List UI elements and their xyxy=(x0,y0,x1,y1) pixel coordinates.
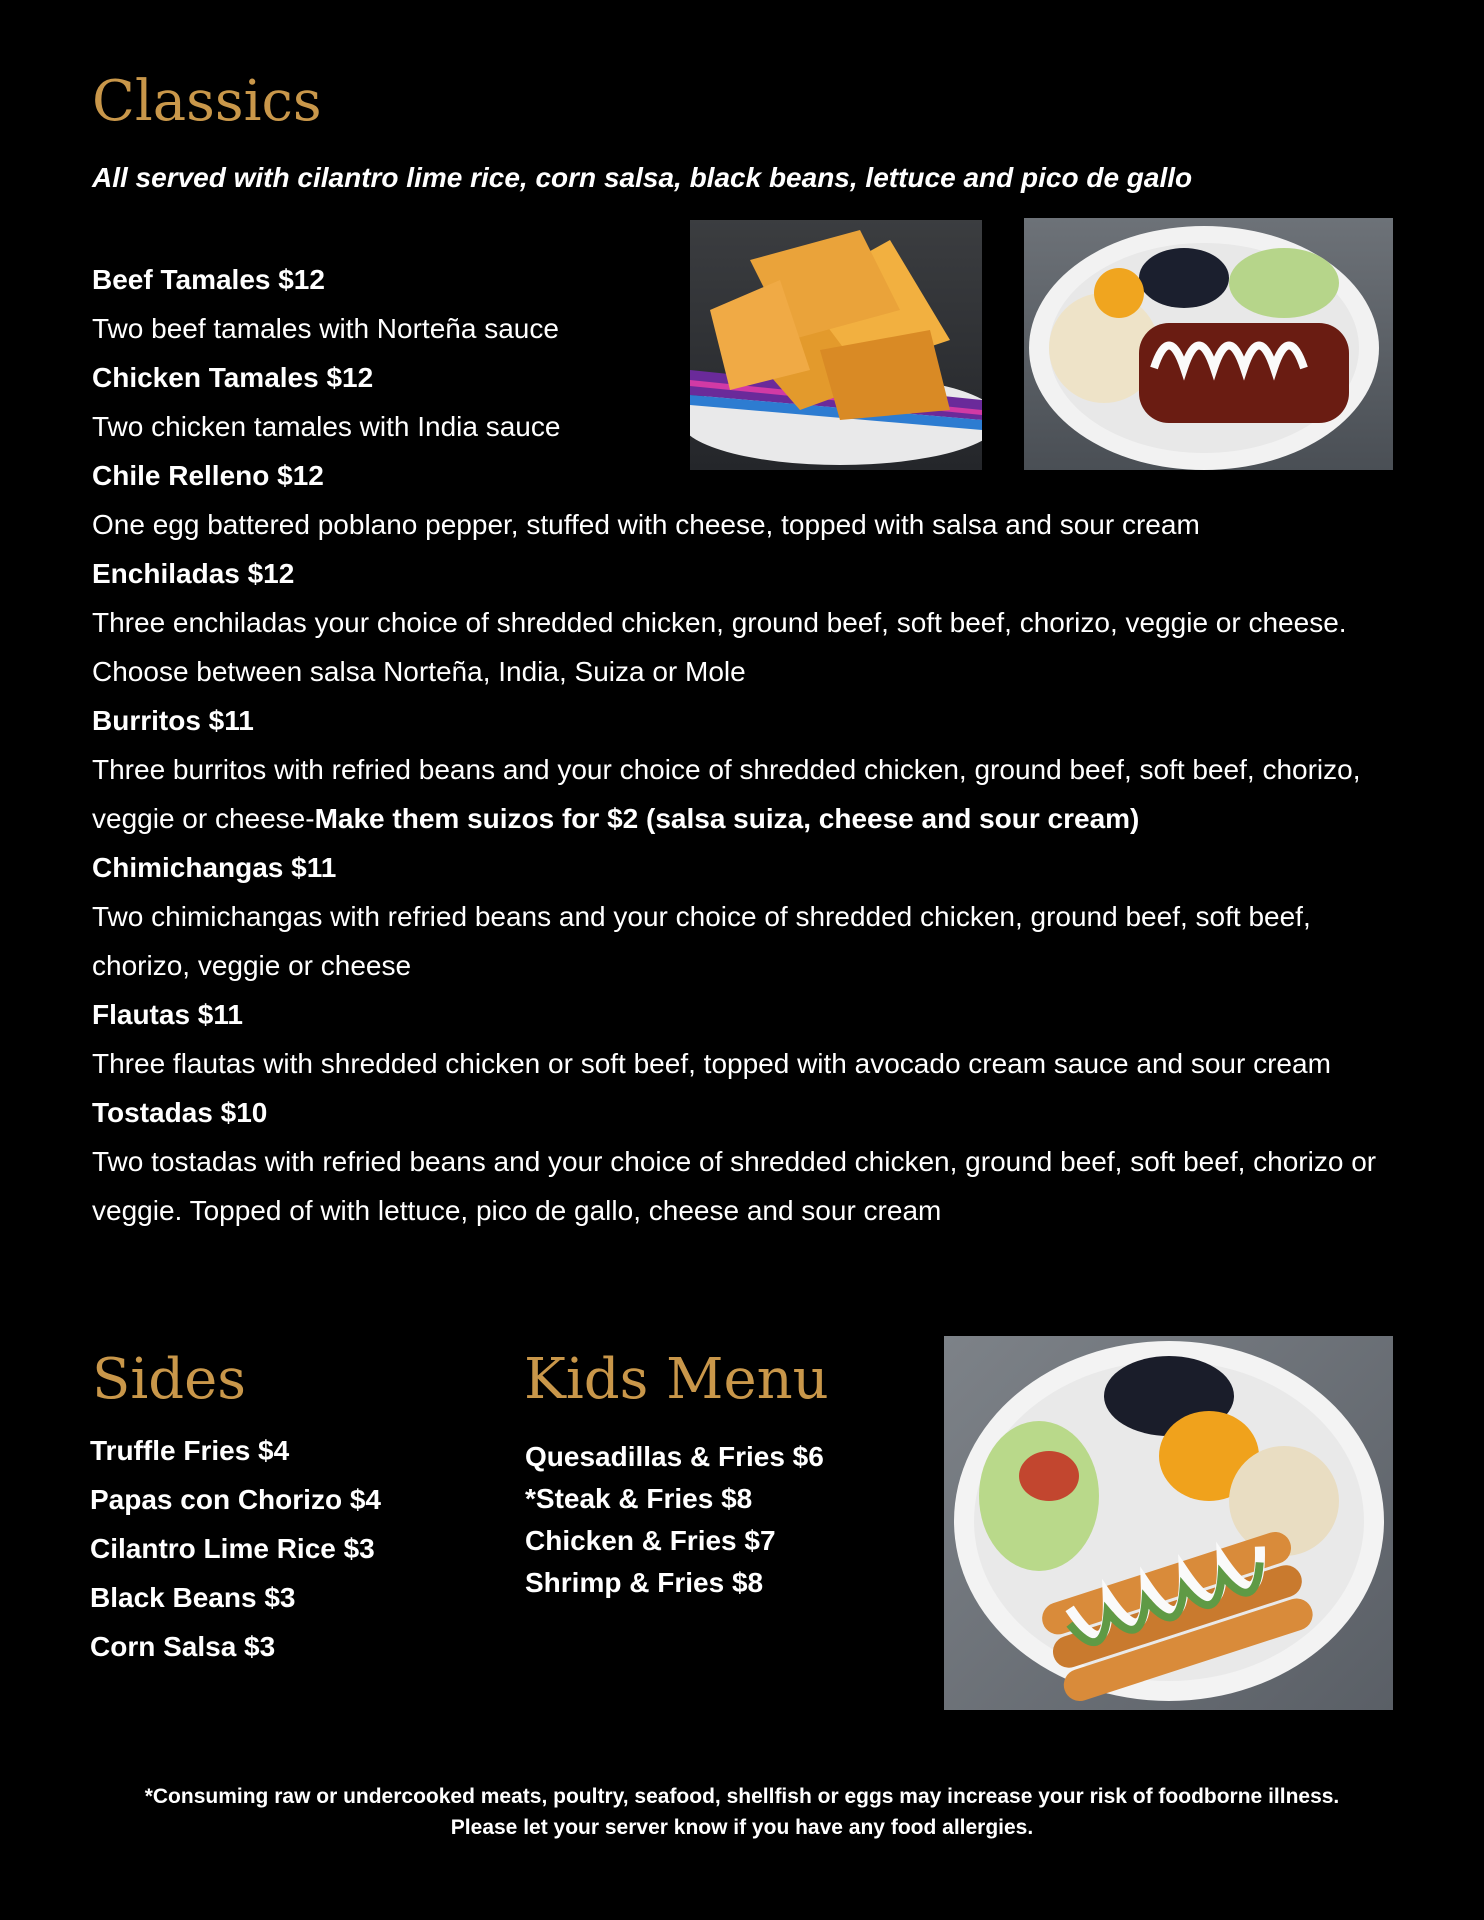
kids-item: Chicken & Fries $7 xyxy=(525,1525,776,1556)
menu-item-chimichangas xyxy=(92,843,1392,990)
side-item: Papas con Chorizo $4 xyxy=(90,1484,381,1515)
disclaimer-line: *Consuming raw or undercooked meats, poultry, seafood, shellfish or eggs may increase your risk of foodborne illness. xyxy=(144,1785,1340,1808)
menu-item-burritos xyxy=(92,696,1392,843)
item-name: Burritos $11 xyxy=(92,705,254,736)
item-name: Beef Tamales $12 xyxy=(92,264,325,295)
allergy-disclaimer xyxy=(0,1781,1484,1843)
side-item: Cilantro Lime Rice $3 xyxy=(90,1533,375,1564)
item-name: Chile Relleno $12 xyxy=(92,460,324,491)
classics-subtitle: All served with cilantro lime rice, corn salsa, black beans, lettuce and pico de gallo xyxy=(92,162,1193,193)
sides-list xyxy=(90,1426,490,1671)
item-description-text: Three burritos with refried beans and your choice of shredded chicken, ground beef, soft beef, chorizo, veggie or cheese- xyxy=(92,754,1361,834)
menu-item-flautas xyxy=(92,990,1392,1088)
disclaimer-line: Please let your server know if you have any food allergies. xyxy=(450,1816,1034,1839)
kids-item: *Steak & Fries $8 xyxy=(525,1483,753,1514)
menu-item-beef-tamales xyxy=(92,255,1392,353)
classics-list xyxy=(92,255,1392,1235)
item-description: Two chimichangas with refried beans and your choice of shredded chicken, ground beef, soft beef, chorizo, veggie or cheese xyxy=(92,901,1311,981)
side-item: Black Beans $3 xyxy=(90,1582,296,1613)
side-item: Corn Salsa $3 xyxy=(90,1631,276,1662)
item-description: Two tostadas with refried beans and your choice of shredded chicken, ground beef, soft beef, chorizo or veggie. Topped of with lettuce, pico de gallo, cheese and sour cream xyxy=(92,1146,1377,1226)
classics-title: Classics xyxy=(92,69,322,134)
side-item: Truffle Fries $4 xyxy=(90,1435,290,1466)
menu-item-tostadas xyxy=(92,1088,1392,1235)
item-description: Two chicken tamales with India sauce xyxy=(92,411,561,442)
item-upgrade-note: Make them suizos for $2 (salsa suiza, cheese and sour cream) xyxy=(314,803,1140,834)
kids-menu-list xyxy=(525,1436,925,1604)
item-description: Three flautas with shredded chicken or soft beef, topped with avocado cream sauce and sour cream xyxy=(92,1048,1331,1079)
menu-item-enchiladas xyxy=(92,549,1392,696)
kids-item: Shrimp & Fries $8 xyxy=(525,1567,764,1598)
item-name: Chimichangas $11 xyxy=(92,852,337,883)
item-description xyxy=(92,745,1392,843)
item-description: One egg battered poblano pepper, stuffed with cheese, topped with salsa and sour cream xyxy=(92,509,1200,540)
item-description: Three enchiladas your choice of shredded chicken, ground beef, soft beef, chorizo, veggie or cheese. Choose between salsa Norteña, India, Suiza or Mole xyxy=(92,607,1347,687)
item-name: Tostadas $10 xyxy=(92,1097,268,1128)
item-description: Two beef tamales with Norteña sauce xyxy=(92,313,559,344)
kids-item: Quesadillas & Fries $6 xyxy=(525,1441,824,1472)
flautas-plate-photo xyxy=(944,1336,1393,1710)
item-name: Enchiladas $12 xyxy=(92,558,295,589)
menu-item-chile-relleno xyxy=(92,451,1392,549)
item-name: Flautas $11 xyxy=(92,999,243,1030)
kids-menu-title: Kids Menu xyxy=(524,1347,829,1412)
sides-title: Sides xyxy=(92,1347,246,1412)
item-name: Chicken Tamales $12 xyxy=(92,362,374,393)
menu-item-chicken-tamales xyxy=(92,353,1392,451)
